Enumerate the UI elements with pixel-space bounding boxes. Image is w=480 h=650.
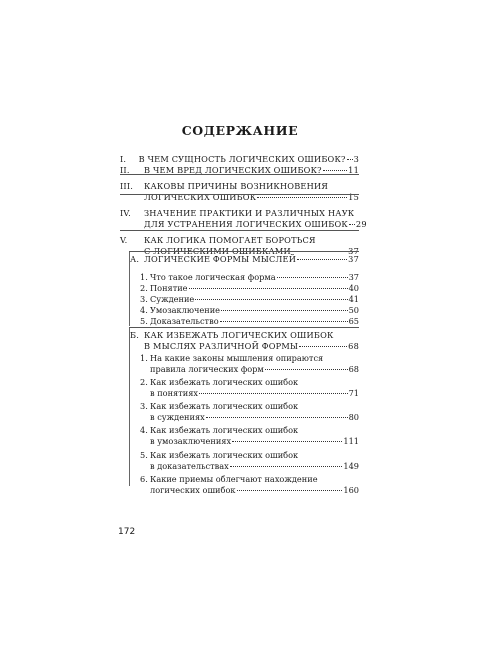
dot-leader: [199, 393, 348, 394]
toc-page-number: 65: [348, 316, 359, 326]
toc-entry-number: 3.: [140, 294, 148, 304]
toc-page-number: 160: [343, 484, 359, 495]
toc-page-number: 68: [348, 340, 359, 351]
toc-entry[interactable]: [140, 401, 359, 422]
toc-entry-title: ДЛЯ УСТРАНЕНИЯ ЛОГИЧЕСКИХ ОШИБОК: [144, 218, 348, 229]
toc-entry[interactable]: [120, 235, 359, 256]
toc-entry-number: 6.: [140, 474, 148, 484]
toc-entry-title: КАК ИЗБЕЖАТЬ ЛОГИЧЕСКИХ ОШИБОК: [144, 330, 334, 340]
toc-entry-title: В МЫСЛЯХ РАЗЛИЧНОЙ ФОРМЫ: [144, 340, 299, 351]
toc-entry-title: Умозаключение: [150, 305, 221, 315]
toc-entry-title: логических ошибок: [150, 484, 236, 495]
dot-leader: [237, 490, 343, 491]
toc-entry-title: в доказательствах: [150, 460, 229, 471]
toc-entry[interactable]: [120, 208, 367, 229]
toc-entry-number: Б.: [130, 330, 140, 340]
toc-entry[interactable]: [140, 272, 359, 283]
toc-entry-title: Доказательство: [150, 316, 219, 326]
dot-leader: [349, 224, 355, 225]
dot-leader: [206, 417, 348, 418]
toc-entry-number: 1.: [140, 272, 148, 282]
toc-entry-number: 1.: [140, 353, 148, 363]
toc-entry-title: ЛОГИЧЕСКИХ ОШИБОК: [144, 191, 257, 202]
toc-page-number: 149: [343, 460, 359, 471]
toc-entry[interactable]: [120, 154, 359, 165]
toc-page-number: 37: [348, 245, 359, 256]
toc-entry[interactable]: [140, 425, 359, 446]
toc-entry[interactable]: [140, 377, 359, 398]
toc-entry-number: 5.: [140, 450, 148, 460]
toc-entry[interactable]: [140, 283, 359, 294]
toc-page-number: 3: [353, 154, 359, 164]
toc-page-number: 11: [348, 165, 359, 175]
toc-entry-title: КАК ЛОГИКА ПОМОГАЕТ БОРОТЬСЯ: [144, 235, 316, 245]
toc-entry[interactable]: [130, 330, 359, 351]
toc-entry-title: Понятие: [150, 283, 188, 293]
dot-leader: [299, 346, 347, 347]
toc-page-number: 15: [348, 191, 359, 202]
toc-page-number: 40: [348, 283, 359, 293]
dot-leader: [195, 299, 347, 300]
toc-entry-title: Суждение: [150, 294, 195, 304]
toc-page-number: 50: [348, 305, 359, 315]
page-number: 172: [118, 527, 136, 537]
toc-entry-title: Что такое логическая форма: [150, 272, 276, 282]
toc-page-number: 71: [348, 387, 359, 398]
section-divider: [120, 230, 359, 231]
subsection-divider: [129, 251, 359, 252]
toc-page-number: 37: [348, 272, 359, 282]
toc-entry-number: V.: [120, 235, 128, 245]
contents-heading: СОДЕРЖАНИЕ: [181, 123, 299, 138]
section-divider: [120, 194, 359, 195]
dot-leader: [220, 321, 348, 322]
dot-leader: [257, 197, 347, 198]
toc-entry-title: В ЧЕМ СУЩНОСТЬ ЛОГИЧЕСКИХ ОШИБОК?: [138, 154, 346, 164]
toc-entry-title: С ЛОГИЧЕСКИМИ ОШИБКАМИ: [144, 245, 291, 256]
toc-entry-title: ЛОГИЧЕСКИЕ ФОРМЫ МЫСЛЕЙ: [144, 254, 297, 264]
toc-entry-title: Какие приемы облегчают нахождение: [150, 474, 318, 484]
toc-entry-title: ЗНАЧЕНИЕ ПРАКТИКИ И РАЗЛИЧНЫХ НАУК: [144, 208, 355, 218]
toc-entry-title: в умозаключениях: [150, 435, 232, 446]
toc-page-number: 111: [343, 435, 359, 446]
dot-leader: [323, 170, 347, 171]
dot-leader: [232, 441, 342, 442]
toc-page-number: 68: [348, 363, 359, 374]
section-divider: [120, 174, 359, 175]
subsection-bracket: [129, 327, 130, 486]
toc-entry-title: правила логических форм: [150, 363, 264, 374]
toc-entry[interactable]: [140, 450, 359, 471]
toc-entry-title: В ЧЕМ ВРЕД ЛОГИЧЕСКИХ ОШИБОК?: [144, 165, 322, 175]
toc-entry-number: III.: [120, 181, 134, 191]
toc-entry-title: в суждениях: [150, 411, 205, 422]
dot-leader: [347, 159, 353, 160]
dot-leader: [297, 259, 347, 260]
toc-page-number: 80: [348, 411, 359, 422]
toc-page-number: 29: [355, 218, 367, 229]
toc-page-number: 37: [348, 254, 359, 264]
toc-entry-title: Как избежать логических ошибок: [150, 425, 299, 435]
dot-leader: [265, 369, 348, 370]
toc-entry-number: 2.: [140, 377, 148, 387]
toc-entry[interactable]: [120, 181, 359, 202]
dot-leader: [230, 466, 343, 467]
dot-leader: [277, 277, 348, 278]
toc-entry-number: 3.: [140, 401, 148, 411]
toc-entry-title: КАКОВЫ ПРИЧИНЫ ВОЗНИКНОВЕНИЯ: [144, 181, 329, 191]
toc-entry-number: 4.: [140, 425, 148, 435]
toc-entry-title: Как избежать логических ошибок: [150, 401, 299, 411]
toc-entry-title: Как избежать логических ошибок: [150, 377, 299, 387]
toc-entry-number: 5.: [140, 316, 148, 326]
subsection-bracket: [129, 251, 130, 326]
toc-entry[interactable]: [140, 353, 359, 374]
dot-leader: [221, 310, 348, 311]
toc-entry-number: 2.: [140, 283, 148, 293]
toc-entry[interactable]: [140, 316, 359, 327]
toc-entry[interactable]: [130, 254, 359, 265]
toc-entry[interactable]: [140, 305, 359, 316]
toc-entry-number: IV.: [120, 208, 131, 218]
dot-leader: [189, 288, 348, 289]
toc-entry[interactable]: [140, 294, 359, 305]
toc-entry[interactable]: [140, 474, 359, 495]
toc-entry-title: в понятиях: [150, 387, 198, 398]
toc-entry-title: Как избежать логических ошибок: [150, 450, 299, 460]
subsection-divider: [129, 327, 359, 328]
toc-entry-number: А.: [130, 254, 140, 264]
toc-entry-number: II.: [120, 165, 130, 175]
toc-entry-title: На какие законы мышления опираются: [150, 353, 324, 363]
toc-entry-number: 4.: [140, 305, 148, 315]
toc-entry-number: I.: [120, 154, 127, 164]
toc-page-number: 41: [348, 294, 359, 304]
